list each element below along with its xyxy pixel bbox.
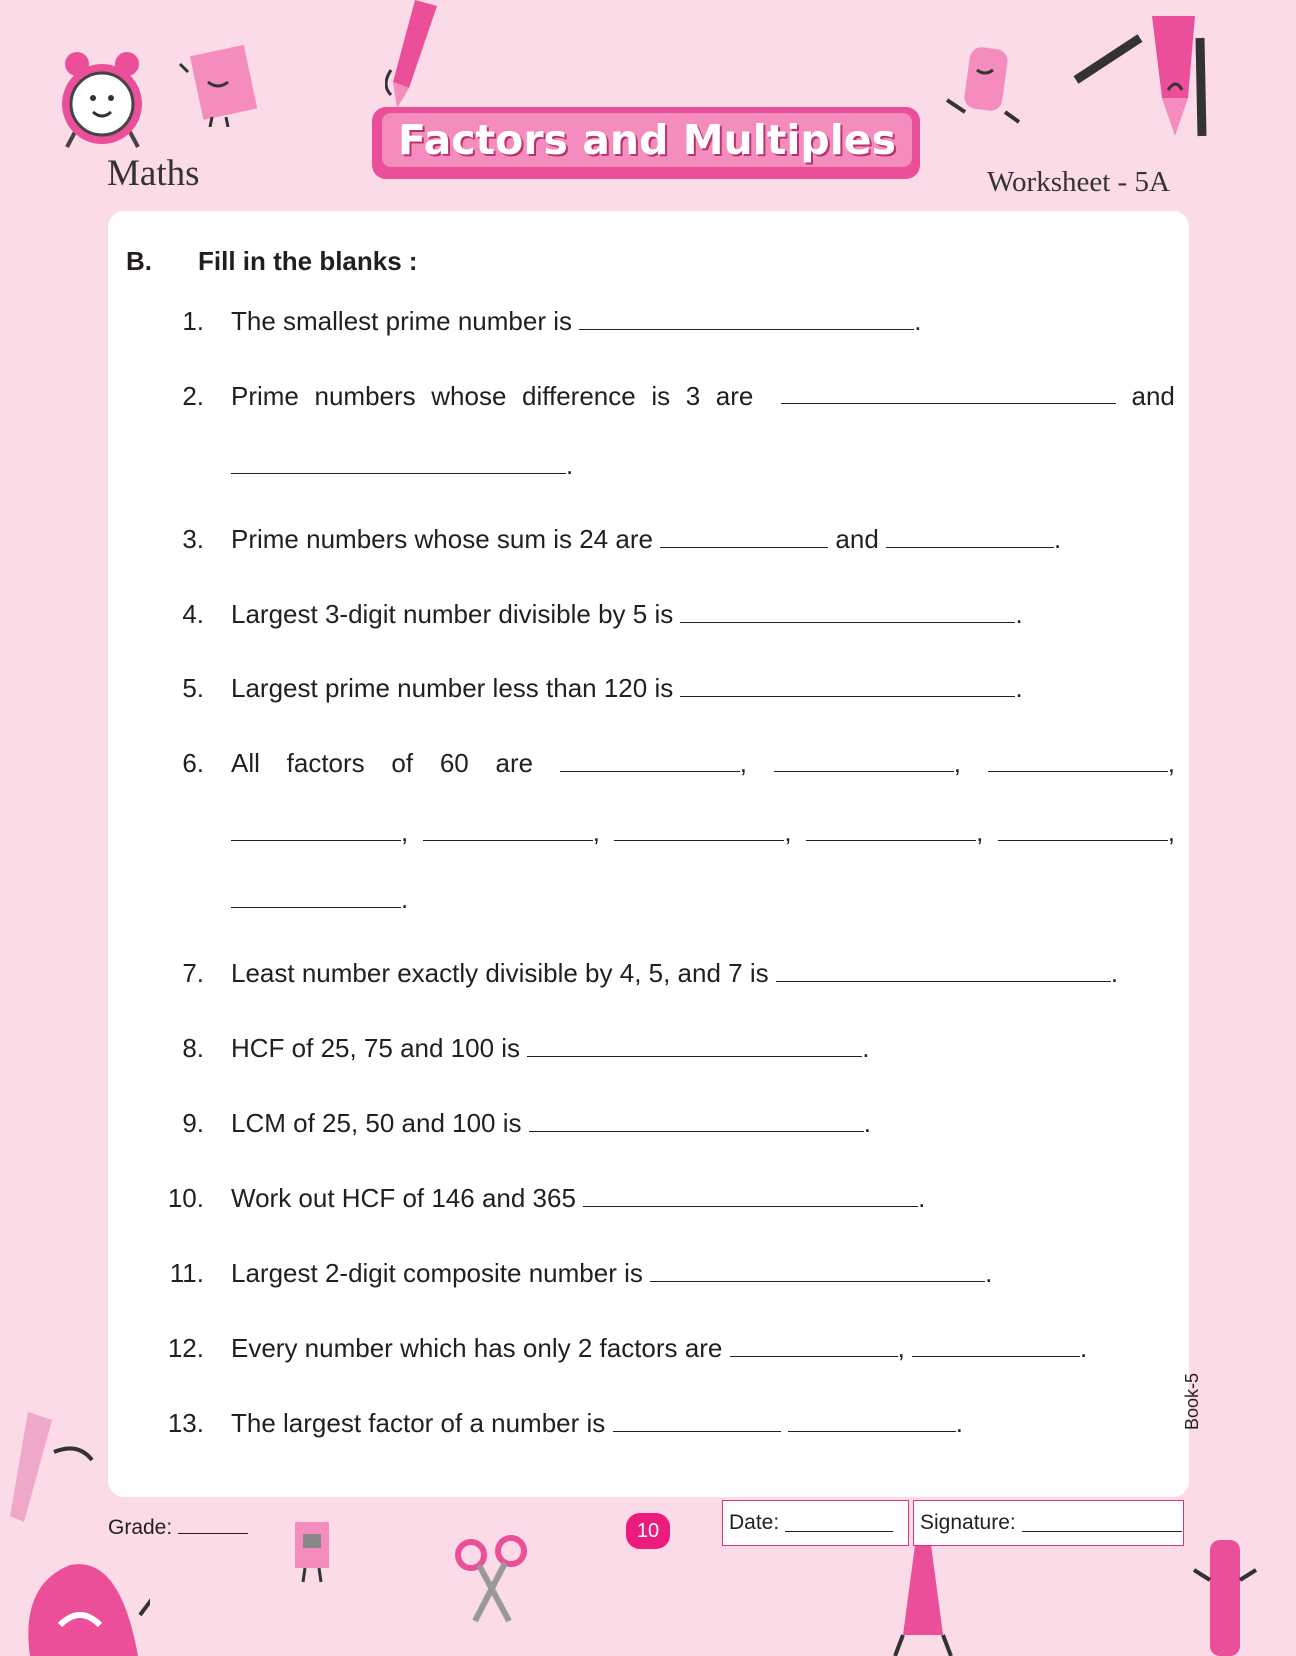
book-label: Book-5 (1182, 1372, 1202, 1430)
answer-blank[interactable] (912, 1334, 1080, 1357)
question-6-continued: , , , , , (231, 817, 1175, 848)
answer-blank[interactable] (423, 818, 593, 841)
answer-blank[interactable] (527, 1034, 862, 1057)
answer-blank[interactable] (998, 818, 1168, 841)
signature-input[interactable] (1022, 1515, 1182, 1532)
date-input[interactable] (785, 1515, 893, 1532)
backpack-icon (20, 1525, 150, 1656)
answer-blank[interactable] (988, 749, 1168, 772)
answer-blank[interactable] (680, 600, 1015, 623)
answer-blank[interactable] (614, 818, 784, 841)
notepad-icon (178, 42, 263, 127)
question-number: 8. (182, 1033, 204, 1063)
answer-blank[interactable] (560, 749, 740, 772)
sharpener-icon (285, 1520, 345, 1585)
answer-blank[interactable] (529, 1109, 864, 1132)
eraser-icon (945, 42, 1025, 127)
question-number: 5. (182, 673, 204, 703)
question-1: The smallest prime number is . (231, 306, 922, 336)
pencil-icon (385, 0, 440, 112)
answer-blank[interactable] (579, 307, 914, 330)
question-10: Work out HCF of 146 and 365 . (231, 1183, 926, 1213)
answer-blank[interactable] (730, 1334, 898, 1357)
question-number: 6. (182, 748, 204, 778)
answer-blank[interactable] (583, 1184, 918, 1207)
answer-blank[interactable] (231, 451, 566, 474)
page-number: 10 (626, 1513, 670, 1549)
section-letter: B. (126, 246, 152, 276)
question-2: Prime numbers whose difference is 3 are and (231, 381, 1175, 411)
question-text: The smallest prime number is (231, 306, 572, 336)
answer-blank[interactable] (613, 1409, 781, 1432)
answer-blank[interactable] (660, 525, 828, 548)
question-number: 7. (182, 958, 204, 988)
question-8: HCF of 25, 75 and 100 is . (231, 1033, 870, 1063)
question-number: 2. (182, 381, 204, 411)
answer-blank[interactable] (680, 674, 1015, 697)
question-9: LCM of 25, 50 and 100 is . (231, 1108, 871, 1138)
answer-blank[interactable] (781, 381, 1116, 404)
answer-blank[interactable] (650, 1259, 985, 1282)
question-3: Prime numbers whose sum is 24 are and . (231, 524, 1062, 554)
question-number: 13. (167, 1408, 204, 1438)
question-number: 3. (182, 524, 204, 554)
question-number: 12. (167, 1333, 204, 1363)
answer-blank[interactable] (774, 749, 954, 772)
question-7: Least number exactly divisible by 4, 5, and 7 is . (231, 958, 1119, 988)
answer-blank[interactable] (788, 1409, 956, 1432)
question-11: Largest 2-digit composite number is . (231, 1258, 993, 1288)
scissors-icon (455, 1535, 530, 1625)
pencils-icon (1070, 8, 1220, 138)
alarm-clock-icon (55, 42, 150, 152)
pencil-character-icon (885, 1545, 955, 1656)
answer-blank[interactable] (886, 525, 1054, 548)
question-number: 4. (182, 599, 204, 629)
question-6: All factors of 60 are , , , (231, 748, 1175, 778)
question-6-end: . (231, 884, 408, 915)
question-5: Largest prime number less than 120 is . (231, 673, 1023, 703)
question-number: 9. (182, 1108, 204, 1138)
question-12: Every number which has only 2 factors are , . (231, 1333, 1088, 1363)
answer-blank[interactable] (231, 885, 401, 908)
question-number: 11. (169, 1258, 204, 1288)
question-number: 1. (182, 306, 204, 336)
answer-blank[interactable] (776, 959, 1111, 982)
question-13: The largest factor of a number is . (231, 1408, 963, 1438)
grade-input[interactable] (178, 1517, 248, 1534)
title-banner (372, 107, 920, 179)
answer-blank[interactable] (806, 818, 976, 841)
question-2-continued: . (231, 450, 573, 481)
ruler-icon (8, 1412, 98, 1522)
signature-label: Signature: (920, 1511, 1016, 1534)
answer-blank[interactable] (231, 818, 401, 841)
signature-field (913, 1500, 1184, 1546)
worksheet-title: Factors and Multiples (382, 113, 912, 167)
grade-label: Grade: (108, 1516, 173, 1539)
grade-field (108, 1516, 248, 1540)
subject-label: Maths (107, 153, 200, 194)
question-4: Largest 3-digit number divisible by 5 is . (231, 599, 1023, 629)
worksheet-number: Worksheet - 5A (987, 166, 1170, 198)
pen-character-icon (1190, 1540, 1260, 1656)
question-number: 10. (167, 1183, 204, 1213)
section-title: Fill in the blanks : (198, 246, 418, 276)
date-field (722, 1500, 909, 1546)
date-label: Date: (729, 1511, 780, 1534)
